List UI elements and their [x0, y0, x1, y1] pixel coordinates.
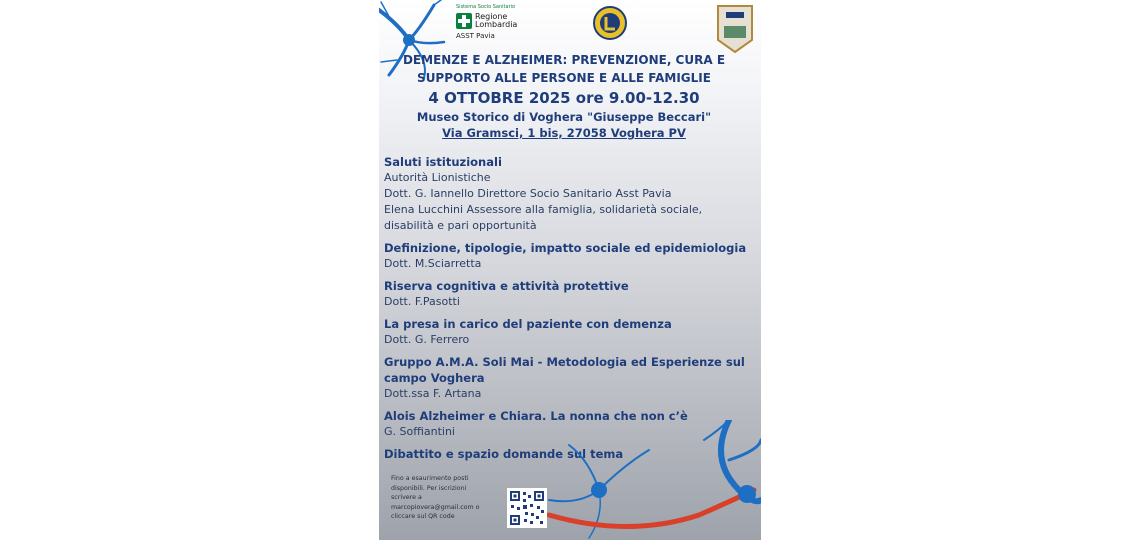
- asst-label: ASST Pavia: [456, 32, 495, 40]
- session-speaker: Dott. G. Ferrero: [384, 333, 470, 346]
- regione-cross-icon: [456, 13, 472, 29]
- program-session: [384, 240, 754, 272]
- lions-logo: [592, 5, 628, 41]
- event-header: [379, 51, 749, 141]
- qr-code[interactable]: [507, 488, 547, 528]
- session-title: Dibattito e spazio domande sul tema: [384, 447, 624, 461]
- program-session: [384, 278, 754, 310]
- regione-name-line-2: Lombardia: [475, 20, 518, 29]
- session-speaker: Dott.ssa F. Artana: [384, 387, 482, 400]
- session-title: Gruppo A.M.A. Soli Mai - Metodologia ed Esperienze sul campo Voghera: [384, 355, 745, 385]
- session-title: Definizione, tipologie, impatto sociale ed epidemiologia: [384, 241, 747, 255]
- regione-small-label: Sistema Socio Sanitario: [456, 4, 516, 10]
- session-title: Alois Alzheimer e Chiara. La nonna che non c’è: [384, 409, 688, 423]
- neuron-illustration-bottom: [529, 420, 761, 540]
- lions-club-banner-logo: [716, 4, 754, 54]
- regione-name-line-1: Regione: [475, 12, 508, 21]
- event-title-line-2: SUPPORTO ALLE PERSONE E ALLE FAMIGLIE: [417, 71, 711, 85]
- event-date: 4 OTTOBRE 2025 ore 9.00-12.30: [428, 89, 700, 107]
- program-session: [384, 354, 754, 402]
- session-title: La presa in carico del paziente con demenza: [384, 317, 672, 331]
- session-title: Saluti istituzionali: [384, 155, 502, 169]
- event-poster: [379, 0, 761, 540]
- event-venue: Museo Storico di Voghera "Giuseppe Beccari": [416, 110, 712, 124]
- session-speaker: G. Soffiantini: [384, 425, 455, 438]
- event-address: Via Gramsci, 1 bis, 27058 Voghera PV: [442, 126, 686, 140]
- program-session: [384, 316, 754, 348]
- program-session: [384, 154, 754, 234]
- session-title: Riserva cognitiva e attività protettive: [384, 279, 629, 293]
- registration-note: Fino a esaurimento posti disponibili. Per iscrizioni scrivere a marcopiovera@gmail.com o cliccare sul QR code: [391, 475, 480, 520]
- session-speaker: Dott. F.Pasotti: [384, 295, 460, 308]
- session-speaker: Dott. M.Sciarretta: [384, 257, 482, 270]
- session-speaker: Elena Lucchini Assessore alla famiglia, solidarietà sociale, disabilità e pari opportunità: [384, 203, 703, 232]
- regione-name: [475, 13, 517, 29]
- regione-lombardia-logo: [456, 4, 526, 44]
- session-speaker: Dott. G. Iannello Direttore Socio Sanitario Asst Pavia: [384, 187, 672, 200]
- event-title-line-1: DEMENZE E ALZHEIMER: PREVENZIONE, CURA E: [402, 53, 726, 67]
- session-speaker: Autorità Lionistiche: [384, 171, 491, 184]
